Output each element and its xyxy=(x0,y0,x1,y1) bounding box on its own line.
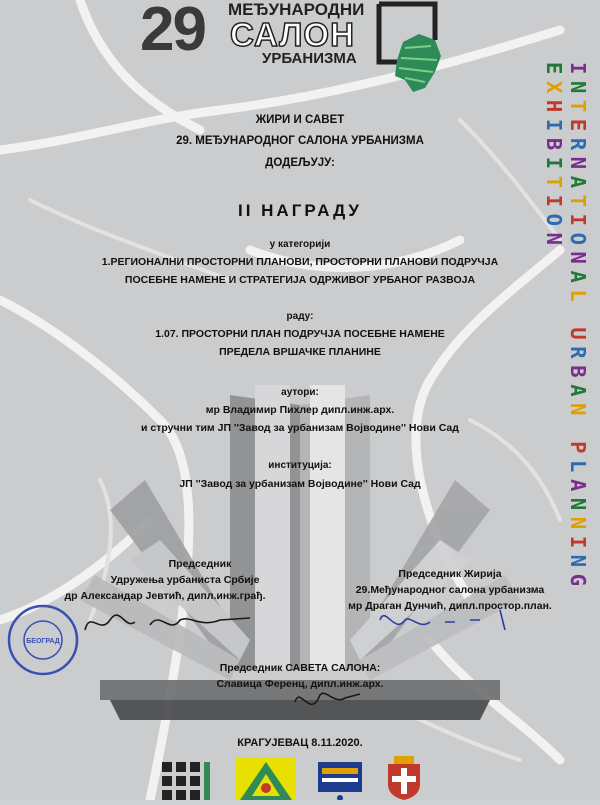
category-line-1: 1.РЕГИОНАЛНИ ПРОСТОРНИ ПЛАНОВИ, ПРОСТОРНИ ПЛАНОВИ ПОДРУЧЈА xyxy=(101,256,499,268)
side-title-letter: N xyxy=(542,232,566,252)
side-title-letter: N xyxy=(566,516,590,536)
council-president-title: Председник САВЕТА САЛОНА: xyxy=(219,662,381,674)
side-title-letter: L xyxy=(566,460,590,479)
side-title-letter: T xyxy=(542,175,566,195)
sponsor-logo-grid-icon xyxy=(160,758,212,800)
side-title-letter xyxy=(566,422,590,441)
right-signer-name: мр Драган Дунчић, дипл.простор.план. xyxy=(348,600,552,612)
side-title-letter: N xyxy=(566,497,590,517)
side-title-letter: H xyxy=(542,99,566,119)
side-title-letter: N xyxy=(566,403,590,423)
serbia-map-logo-icon xyxy=(375,0,445,95)
side-title-letter: T xyxy=(566,194,590,214)
signature-right-icon xyxy=(380,610,505,630)
signature-left-icon xyxy=(85,615,250,630)
category-label: у категорији xyxy=(269,239,331,250)
side-title-letter: L xyxy=(566,289,590,309)
authors-line-1: мр Владимир Пихлер дипл.инж.арх. xyxy=(205,404,395,416)
side-title-letter: T xyxy=(566,99,590,119)
logo-line-2: САЛОН xyxy=(230,16,355,53)
side-title-letter: E xyxy=(566,118,590,138)
logo-line-3: УРБАНИЗМА xyxy=(262,50,357,67)
jury-heading-line-2: 29. МЕЂУНАРОДНОГ САЛОНА УРБАНИЗМА xyxy=(176,135,424,147)
side-title-letter: O xyxy=(566,232,590,252)
logo-number: 29 xyxy=(140,0,205,64)
side-title-letter: I xyxy=(566,213,590,233)
authors-line-2: и стручни тим ЈП ''Завод за урбанизам Војводине'' Нови Сад xyxy=(141,422,459,434)
logo-line-1: МЕЂУНАРОДНИ xyxy=(228,0,365,19)
work-line-1: 1.07. ПРОСТОРНИ ПЛАН ПОДРУЧЈА ПОСЕБНЕ НАМЕНЕ xyxy=(155,328,445,340)
work-line-2: ПРЕДЕЛА ВРШАЧКЕ ПЛАНИНЕ xyxy=(219,346,381,358)
side-title-letter: P xyxy=(566,441,590,461)
side-title-letter: N xyxy=(566,251,590,271)
side-title-letter: G xyxy=(566,573,590,593)
jury-heading-line-1: ЖИРИ И САВЕТ xyxy=(255,114,345,126)
sponsor-logo-committee-icon xyxy=(318,758,362,800)
left-signer-org: Удружења урбаниста Србије xyxy=(110,574,260,586)
side-title-letter: E xyxy=(542,62,566,81)
authors-label: аутори: xyxy=(281,387,319,398)
institution-line-1: ЈП ''Завод за урбанизам Војводине'' Нови Сад xyxy=(179,478,421,490)
council-president-name: Славица Ференц, дипл.инж.арх. xyxy=(216,678,384,690)
side-title-letter: N xyxy=(566,156,590,176)
side-title-letter: B xyxy=(542,137,566,157)
side-title-letter: N xyxy=(566,80,590,100)
left-signer-title: Председник xyxy=(168,558,232,570)
sponsor-logo-triangle-icon xyxy=(236,758,296,800)
award-title: II НАГРАДУ xyxy=(237,201,362,220)
signatures-graphic xyxy=(0,590,600,730)
category-line-2: ПОСЕБНЕ НАМЕНЕ И СТРАТЕГИЈА ОДРЖИВОГ УРБАНОГ РАЗВОЈА xyxy=(124,274,476,286)
right-signer-title: Председник Жирија xyxy=(398,568,502,580)
side-title-letter: B xyxy=(566,365,590,385)
side-title-letter xyxy=(566,308,590,327)
side-title-letter: I xyxy=(542,194,566,214)
side-title-letter: A xyxy=(566,478,590,498)
right-signer-org: 29.Међународног салона урбанизма xyxy=(355,584,545,596)
side-title-letter: R xyxy=(566,137,590,157)
side-title-letter: A xyxy=(566,175,590,195)
signature-center-icon xyxy=(295,693,360,704)
side-title-letter: I xyxy=(542,118,566,138)
side-title-letter: A xyxy=(566,270,590,290)
stamp-inner-text: БЕОГРАД xyxy=(26,638,60,645)
institution-label: институција: xyxy=(268,460,332,471)
side-title-letter: O xyxy=(542,213,566,233)
place-date: КРАГУЈЕВАЦ 8.11.2020. xyxy=(237,737,363,749)
side-title-letter: A xyxy=(566,384,590,404)
side-title-letter: U xyxy=(566,327,590,347)
side-title-letter: I xyxy=(566,535,590,555)
side-title-letter: N xyxy=(566,554,590,574)
work-label: раду: xyxy=(286,311,314,322)
side-title-letter: I xyxy=(566,62,590,81)
stamp-icon xyxy=(9,606,77,674)
sponsor-logo-coat-of-arms-icon xyxy=(384,756,424,800)
side-title-letter: X xyxy=(542,80,566,100)
left-signer-name: др Александар Јевтић, дипл.инж.грађ. xyxy=(64,590,266,602)
jury-heading-line-3: ДОДЕЉУЈУ: xyxy=(265,157,335,169)
side-title-letter: R xyxy=(566,346,590,366)
side-title-letter: I xyxy=(542,156,566,176)
